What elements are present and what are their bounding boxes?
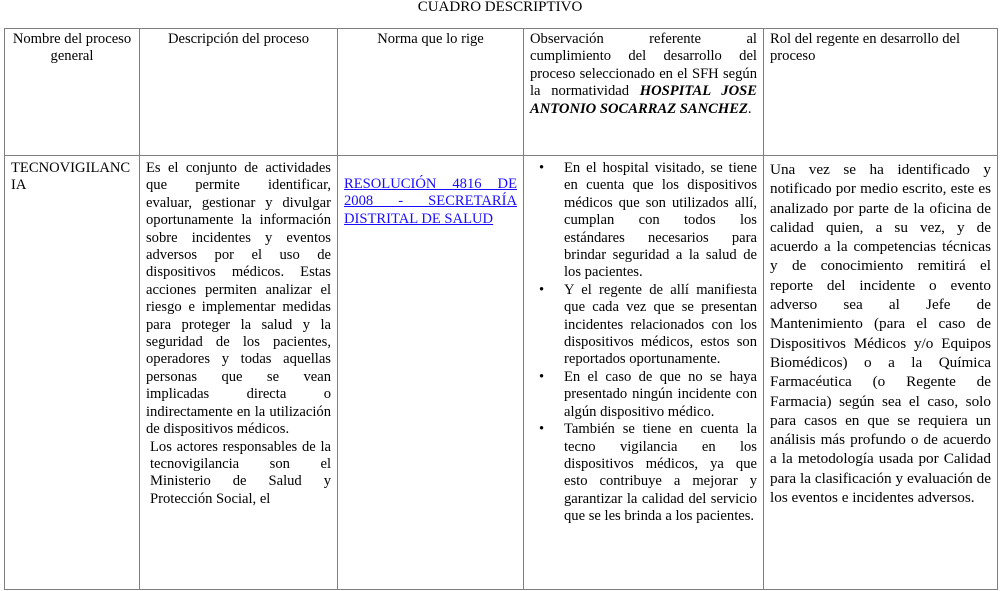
- bullet-icon: •: [539, 368, 545, 385]
- observacion-text: En el hospital visitado, se tiene en cuenta que los dispositivos médicos que son utilizados allí, cumplan con todos los estándares necesarios para brindar seguridad a la salud de los pacientes.: [564, 160, 757, 281]
- cell-observaciones: [524, 156, 764, 590]
- norma-link[interactable]: RESOLUCIÓN 4816 DE 2008 - SECRETARÍA DISTRITAL DE SALUD: [344, 176, 517, 227]
- bullet-icon: •: [539, 281, 545, 298]
- header-nombre-proceso: Nombre del proceso general: [5, 29, 140, 156]
- cell-proceso: [5, 156, 140, 590]
- cell-norma: [338, 156, 524, 590]
- list-item: [539, 368, 757, 421]
- descriptive-table: [4, 28, 998, 590]
- cell-descripcion: [140, 156, 338, 590]
- header-hospital-name: HOSPITAL JOSE ANTONIO SOCARRAZ SANCHEZ: [530, 83, 757, 117]
- header-row: [5, 29, 998, 156]
- list-item: [539, 160, 757, 282]
- observacion-text: También se tiene en cuenta la tecno vigilancia en los dispositivos médicos, ya que esto contribuye a mejorar y garantizar la calidad del servicio que se les brinda a los pacientes.: [564, 421, 757, 525]
- header-descripcion: Descripción del proceso: [140, 29, 338, 156]
- bullet-icon: •: [539, 160, 545, 176]
- header-observacion: [524, 29, 764, 156]
- observacion-text: Y el regente de allí manifiesta que cada vez que se presentan incidentes relacionados con los dispositivos médicos, estos son reportados oportunamente.: [564, 281, 757, 368]
- observaciones-list: [530, 160, 757, 526]
- descripcion-paragraph-1: Es el conjunto de actividades que permite identificar, evaluar, gestionar y divulgar oportunamente la información sobre incidentes y eventos adversos por el uso de dispositivos médicos. Estas acciones permiten analizar el riesgo e implementar medidas para proteger la salud y la seguridad de los pacientes, operadores y todas aquellas personas que se vean implicadas directa o indirectamente en la utilización de dispositivos médicos.: [146, 160, 331, 438]
- proceso-name: TECNOVIGILANCIA: [11, 160, 131, 194]
- header-observacion-text: Observación referente al cumplimiento del desarrollo del proceso seleccionado en el SFH según la normatividad: [530, 31, 757, 100]
- header-norma: Norma que lo rige: [338, 29, 524, 156]
- list-item: [539, 281, 757, 369]
- document-title: CUADRO DESCRIPTIVO: [417, 0, 583, 15]
- bullet-icon: •: [539, 421, 545, 438]
- list-item: [539, 421, 757, 525]
- cell-rol-regente: Una vez se ha identificado y notificado por medio escrito, este es analizado por parte de la oficina de calidad quien, a su vez, y de acuerdo a la competencias técnicas y de conocimiento remitirá el reporte del incidente o evento adverso sea al Jefe de Mantenimiento (para el caso de Dispositivos Médicos y/o Equipos Biomédicos) o a la Química Farmacéutica (o Regente de Farmacia) según sea el caso, solo para casos en que se requiera un análisis más profundo o de acuerdo a la metodología usada por Calidad para la clasificación y evaluación de los eventos e incidentes adversos.: [764, 156, 998, 590]
- header-observacion-period: .: [747, 100, 752, 117]
- descripcion-paragraph-2: Los actores responsables de la tecnovigilancia son el Ministerio de Salud y Protección Social, el: [150, 438, 331, 507]
- observacion-text: En el caso de que no se haya presentado ningún incidente con algún dispositivo médico.: [564, 368, 757, 420]
- table-row: [5, 156, 998, 590]
- header-rol-regente: Rol del regente en desarrollo del proceso: [764, 29, 998, 156]
